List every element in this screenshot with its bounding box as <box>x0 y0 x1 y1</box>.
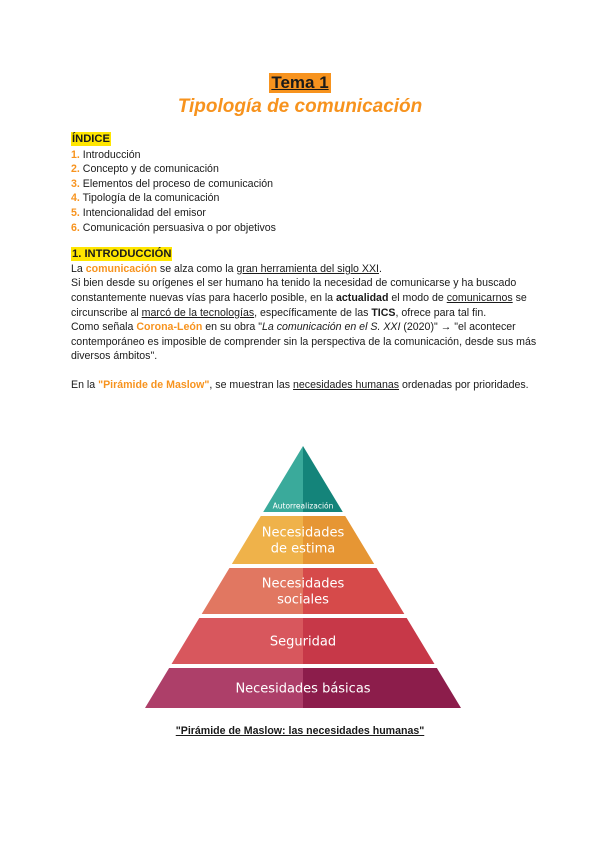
index-section <box>71 132 541 235</box>
level-self-actualization <box>263 446 343 512</box>
level-safety <box>172 618 435 664</box>
index-item: 6. Comunicación persuasiva o por objetivos <box>71 221 276 234</box>
index-list <box>71 148 541 236</box>
figure-caption: "Pirámide de Maslow: las necesidades humanas" <box>175 725 425 737</box>
index-item: 3. Elementos del proceso de comunicación <box>71 177 274 190</box>
level-physiological <box>145 668 461 708</box>
paragraph-2: Si bien desde su orígenes el ser humano ha tenido la necesidad de comunicarse y ha buscado constantemente nuevas vías para hacerlo posible, en la actualidad el modo de comunicarnos se circunscribe al marcó de la tecnologías, específicamente de las TICS, ofrece para tal fin. <box>71 277 527 319</box>
index-item: 5. Intencionalidad del emisor <box>71 206 206 219</box>
topic-number: Tema 1 <box>271 73 329 92</box>
paragraph-3: Como señala Corona-León en su obra "La comunicación en el S. XXI (2020)" → "el acontecer contemporáneo es imposible de comprender sin la perspectiva de la comunicación, desde sus más diversos ámbitos". <box>71 321 537 363</box>
level-esteem-label: Necesidades <box>261 525 345 541</box>
level-esteem <box>232 516 374 564</box>
index-item: 1. Introducción <box>71 148 141 161</box>
content <box>71 132 541 393</box>
paragraph-4: En la "Pirámide de Maslow", se muestran las necesidades humanas ordenadas por prioridades. <box>71 378 529 391</box>
index-heading: ÍNDICE <box>72 133 110 145</box>
title-block <box>0 73 600 119</box>
topic-title: Tipología de comunicación <box>177 96 423 117</box>
section-heading: 1. INTRODUCCIÓN <box>72 248 172 261</box>
index-item: 4. Tipología de la comunicación <box>71 192 220 205</box>
level-social <box>202 568 405 614</box>
level-physiological-label: Necesidades básicas <box>235 681 371 697</box>
level-safety-label: Seguridad <box>269 634 337 650</box>
paragraph-1: La comunicación se alza como la gran herramienta del siglo XXI. <box>71 262 382 275</box>
section-1 <box>71 247 541 392</box>
maslow-pyramid <box>145 446 461 708</box>
level-social-label: sociales <box>277 592 329 608</box>
level-esteem-label: de estima <box>270 541 336 557</box>
level-social-label: Necesidades <box>261 576 345 592</box>
level-self-actualization-label: Autorrealización <box>272 501 334 511</box>
index-item: 2. Concepto y de comunicación <box>71 163 219 176</box>
